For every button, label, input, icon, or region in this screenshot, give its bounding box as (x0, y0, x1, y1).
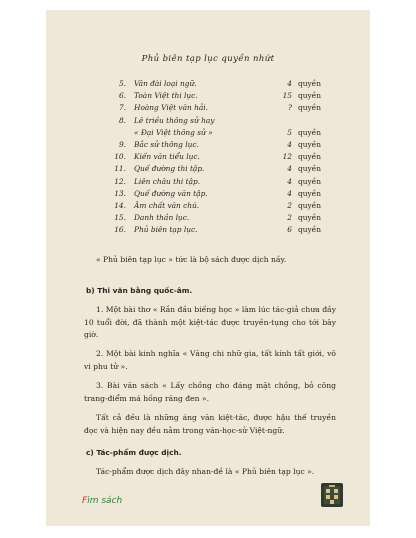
item-unit: quyền (298, 79, 321, 88)
list-item (112, 90, 334, 102)
item-unit: quyền (298, 127, 321, 137)
item-unit: quyền (298, 103, 321, 113)
item-number: 15. (114, 213, 126, 223)
list-item (112, 115, 334, 127)
list-item (112, 188, 334, 200)
item-count: 15 (282, 91, 292, 101)
item-unit: quyền (298, 200, 321, 210)
item-count: ? (288, 103, 292, 113)
item-unit: quyền (298, 188, 321, 198)
item-unit: quyền (298, 176, 321, 186)
logo-text: ìm sách (87, 496, 123, 506)
item-unit: quyền (298, 213, 321, 223)
list-item (112, 224, 334, 236)
works-list (112, 78, 334, 236)
item-number: 11. (114, 164, 126, 174)
item-number: 8. (118, 115, 126, 125)
list-item (112, 127, 334, 139)
item-number: 16. (114, 225, 126, 235)
list-item (112, 139, 334, 151)
item-title: Danh thần lục. (134, 213, 190, 223)
item-title: Liên châu thi tập. (134, 176, 201, 186)
list-item (112, 102, 334, 114)
item-unit: quyền (298, 164, 321, 174)
item-number: 10. (114, 152, 126, 162)
paragraph-2: 2. Một bài kinh nghĩa « Văng chi nhữ gia, tất kính tất giới, vô vi phu tử ». (84, 349, 336, 371)
item-title: Kiến văn tiểu lục. (134, 152, 200, 162)
item-count: 2 (287, 213, 292, 223)
item-title: « Đại Việt thông sử » (134, 127, 213, 137)
item-number: 5. (118, 79, 126, 88)
book-icon (320, 482, 344, 512)
item-count: 2 (287, 200, 292, 210)
item-title: Bắc sử thông lục. (134, 139, 199, 149)
item-count: 6 (287, 225, 292, 235)
list-note: « Phủ biên tạp lục » tức là bộ sách được dịch nầy. (96, 255, 287, 264)
item-title: Lê triều thông sử hay (134, 115, 215, 125)
paragraph-1: 1. Một bài thơ « Rắn đầu biếng học » làm lúc tác-giả chưa đầy 10 tuổi đời, đã thành một kiệt-tác được truyền-tụng cho tới bây giờ. (84, 305, 336, 340)
item-unit: quyền (298, 91, 321, 101)
item-count: 12 (282, 152, 292, 162)
list-item (112, 78, 334, 90)
item-count: 4 (287, 188, 292, 198)
item-title: Quế đường thi tập. (134, 164, 205, 174)
item-title: Âm chất văn chú. (134, 200, 200, 210)
item-title: Toàn Việt thi lục. (134, 91, 198, 101)
logo-initial: F (82, 496, 88, 506)
item-number: 9. (118, 139, 126, 149)
item-title: Quế đường văn tập. (134, 188, 208, 198)
item-number: 6. (118, 91, 126, 101)
item-unit: quyền (298, 225, 321, 235)
item-number: 13. (114, 188, 126, 198)
book-page (46, 10, 370, 526)
item-count: 4 (287, 164, 292, 174)
section-heading-b: b) Thi văn bằng quốc-âm. (86, 286, 193, 295)
item-number: 12. (114, 176, 126, 186)
item-unit: quyền (298, 139, 321, 149)
item-title: Phủ biên tạp lục. (134, 225, 198, 235)
item-count: 4 (287, 176, 292, 186)
section-heading-c: c) Tác-phẩm được dịch. (86, 448, 182, 457)
list-item (112, 200, 334, 212)
list-item (112, 212, 334, 224)
item-count: 4 (287, 139, 292, 149)
publisher-logo (82, 496, 122, 506)
item-number: 14. (114, 200, 126, 210)
list-item (112, 163, 334, 175)
list-item (112, 151, 334, 163)
paragraph-5: Tác-phẩm được dịch đây nhan-đề là « Phủ biên tạp lục ». (96, 467, 315, 476)
item-count: 4 (287, 79, 292, 88)
list-item (112, 176, 334, 188)
item-count: 5 (287, 127, 292, 137)
item-unit: quyền (298, 152, 321, 162)
item-title: Hoàng Việt văn hải. (134, 103, 208, 113)
item-number: 7. (118, 103, 126, 113)
paragraph-3: 3. Bài văn sách « Lấy chồng cho đáng mặt chồng, bỏ công trang-điểm má hồng răng đen ». (84, 381, 336, 403)
running-head: Phủ biên tạp lục quyền nhứt (141, 54, 275, 64)
paragraph-4: Tất cả đều là những áng văn kiệt-tác, được hậu thế truyền đọc và hiện nay đều nằm trong văn-học-sử Việt-ngữ. (84, 413, 336, 435)
item-title: Vân đài loại ngữ. (134, 79, 197, 88)
